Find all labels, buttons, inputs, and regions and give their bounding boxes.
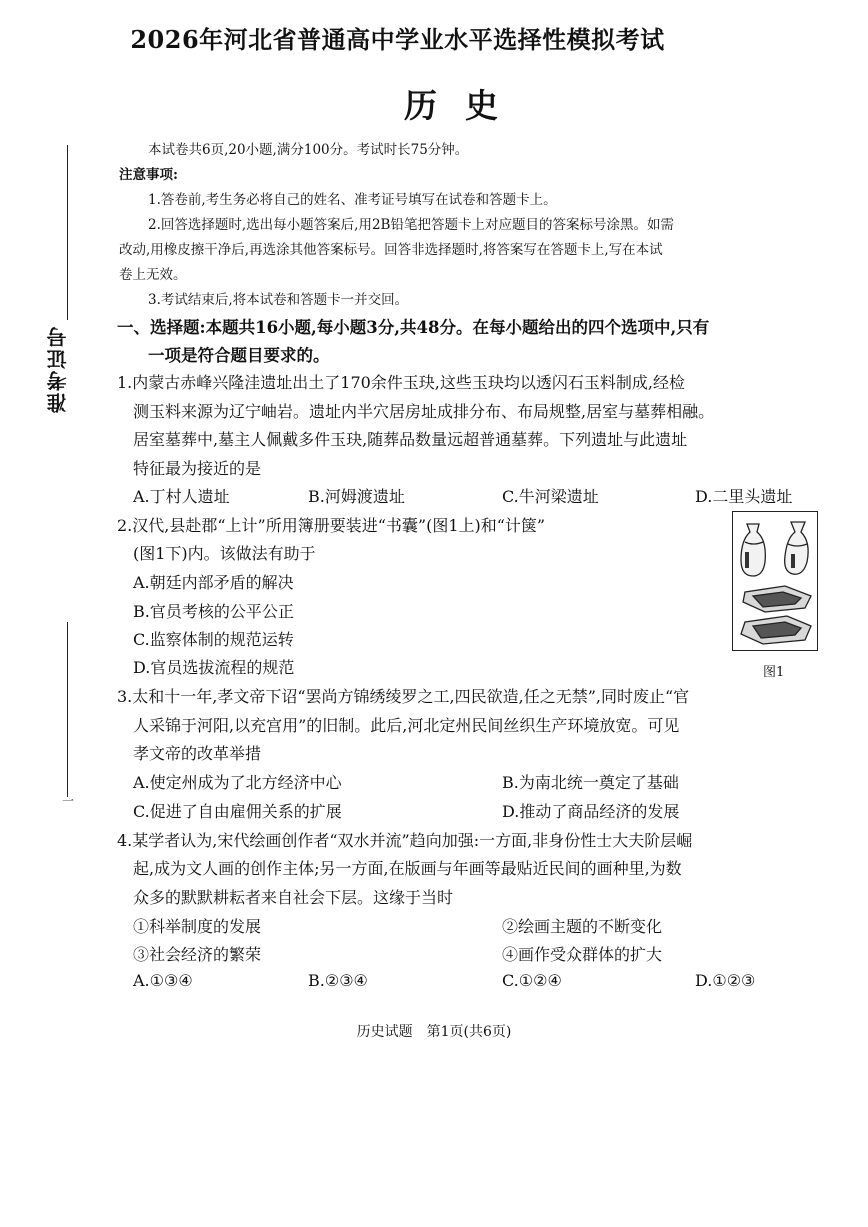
q1-stem-line-2: 测玉料来源为辽宁岫岩。遗址内半穴居房址成排分布、布局规整,居室与墓葬相融。: [133, 402, 715, 421]
record-box-bottom: [741, 616, 811, 644]
binding-mark: 一: [62, 794, 75, 808]
figure-1-caption: 图1: [763, 665, 785, 680]
record-box-top: [743, 586, 811, 612]
q4-stem-line-2: 起,成为文人画的创作主体;另一方面,在版画与年画等最贴近民间的画种里,为数: [133, 859, 682, 878]
q4-option-c: C.①②④: [502, 971, 562, 990]
note-1: 1.答卷前,考生务必将自己的姓名、准考证号填写在试卷和答题卡上。: [148, 192, 557, 208]
q1-stem-line-3: 居室墓葬中,墓主人佩戴多件玉玦,随葬品数量远超普通墓葬。下列遗址与此遗址: [133, 430, 688, 449]
q3-option-a: A.使定州成为了北方经济中心: [133, 773, 342, 792]
book-bag-left: [741, 524, 765, 576]
section-1-heading: 一、选择题:本题共16小题,每小题3分,共48分。在每小题给出的四个选项中,只有: [117, 318, 710, 337]
q3-stem-line-2: 人采锦于河阳,以充宫用”的旧制。此后,河北定州民间丝织生产环境放宽。可见: [133, 716, 680, 735]
q1-stem-line-1: 1.内蒙古赤峰兴隆洼遗址出土了170余件玉玦,这些玉玦均以透闪石玉料制成,经检: [117, 373, 685, 392]
binding-line-top: [67, 145, 68, 320]
q4-stem-line-1: 4.某学者认为,宋代绘画创作者“双水并流”趋向加强:一方面,非身份性士大夫阶层崛: [117, 831, 693, 850]
q4-item-4: ④画作受众群体的扩大: [502, 945, 663, 964]
q2-option-a: A.朝廷内部矛盾的解决: [133, 573, 294, 592]
q1-option-c: C.牛河梁遗址: [502, 487, 599, 506]
q3-stem-line-3: 孝文帝的改革举措: [133, 744, 262, 763]
q2-stem-line-1: 2.汉代,县赴郡“上计”所用簿册要装进“书囊”(图1上)和“计箧”: [117, 516, 546, 535]
note-2-line-3: 卷上无效。: [119, 267, 187, 283]
q4-option-a: A.①③④: [133, 971, 193, 990]
q2-option-b: B.官员考核的公平公正: [133, 602, 294, 621]
q2-option-c: C.监察体制的规范运转: [133, 630, 294, 649]
note-3: 3.考试结束后,将本试卷和答题卡一并交回。: [148, 292, 409, 308]
q4-option-d: D.①②③: [695, 971, 756, 990]
note-2-line-2: 改动,用橡皮擦干净后,再选涂其他答案标号。回答非选择题时,将答案写在答题卡上,写在本试: [119, 242, 663, 258]
subject-title: 历史: [404, 86, 526, 125]
q3-option-d: D.推动了商品经济的发展: [502, 802, 680, 821]
q2-stem-line-2: (图1下)内。该做法有助于: [133, 544, 316, 563]
q4-stem-line-3: 众多的默默耕耘者来自社会下层。这缘于当时: [133, 888, 454, 907]
q1-stem-line-4: 特征最为接近的是: [133, 459, 262, 478]
q4-option-b: B.②③④: [308, 971, 368, 990]
figure-1-image: [732, 511, 818, 651]
q4-item-2: ②绘画主题的不断变化: [502, 917, 663, 936]
candidate-number-label: 准考证号: [46, 325, 70, 413]
exam-info: 本试卷共6页,20小题,满分100分。考试时长75分钟。: [148, 142, 469, 158]
q2-option-d: D.官员选拔流程的规范: [133, 658, 295, 677]
section-1-heading-cont: 一项是符合题目要求的。: [148, 346, 330, 365]
binding-line-bottom: [67, 622, 68, 797]
book-bag-right: [785, 522, 808, 574]
q4-item-3: ③社会经济的繁荣: [133, 945, 262, 964]
q1-option-b: B.河姆渡遗址: [308, 487, 405, 506]
q3-option-c: C.促进了自由雇佣关系的扩展: [133, 802, 342, 821]
q3-option-b: B.为南北统一奠定了基础: [502, 773, 679, 792]
q4-item-1: ①科举制度的发展: [133, 917, 262, 936]
exam-title: 2026年河北省普通高中学业水平选择性模拟考试: [130, 25, 665, 54]
notes-heading: 注意事项:: [119, 167, 178, 183]
page-footer: 历史试题 第1页(共6页): [356, 1024, 512, 1040]
q3-stem-line-1: 3.太和十一年,孝文帝下诏“罢尚方锦绣绫罗之工,四民欲造,任之无禁”,同时废止“官: [117, 687, 690, 706]
q1-option-d: D.二里头遗址: [695, 487, 793, 506]
note-2-line-1: 2.回答选择题时,选出每小题答案后,用2B铅笔把答题卡上对应题目的答案标号涂黑。如需: [148, 217, 674, 233]
q1-option-a: A.丁村人遗址: [133, 487, 230, 506]
